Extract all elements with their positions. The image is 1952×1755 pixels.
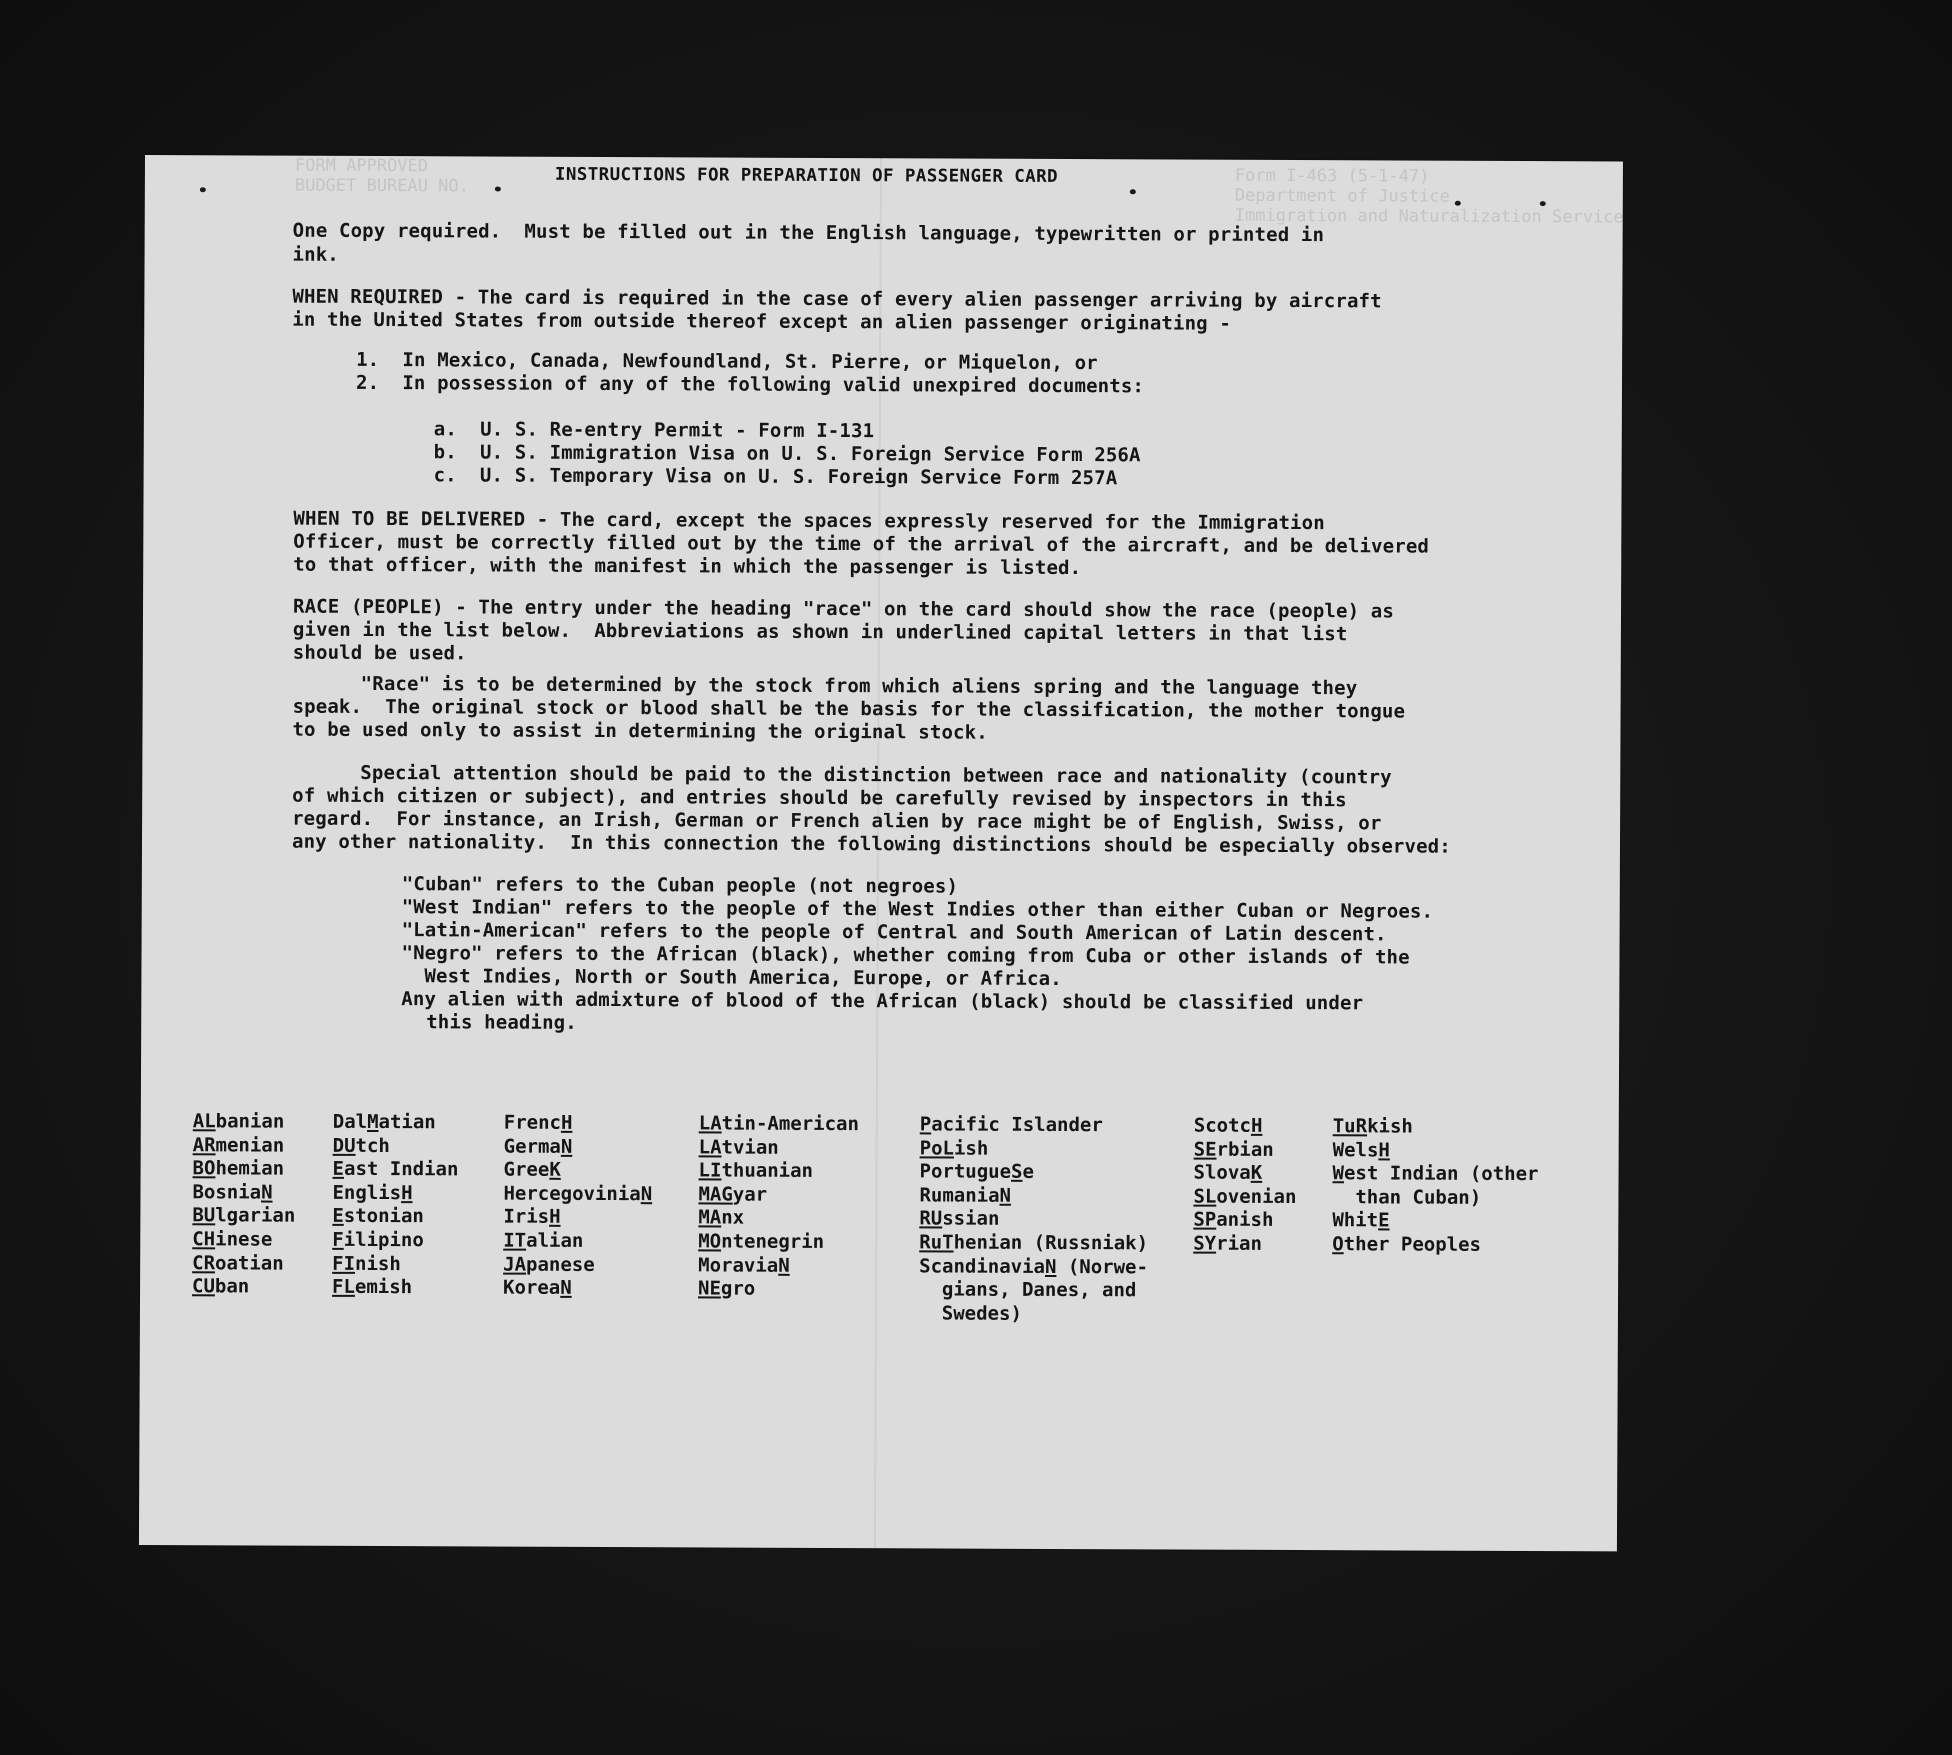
race-entry xyxy=(193,1110,296,1134)
text-line: this heading. xyxy=(426,1011,577,1034)
race-abbreviation: H xyxy=(401,1181,413,1204)
race-name-rest: thuanian xyxy=(721,1159,814,1183)
race-name-prefix: Dal xyxy=(332,1110,368,1133)
race-entry xyxy=(192,1181,295,1205)
text-line: regard. For instance, an Irish, German or French alien by race might be of English, Swiss, or xyxy=(292,807,1382,835)
race-name-suffix: than Cuban) xyxy=(1332,1185,1482,1209)
race-abbreviation: SL xyxy=(1193,1185,1217,1208)
race-entry xyxy=(1332,1186,1538,1210)
race-name-suffix: Swedes) xyxy=(918,1302,1022,1325)
race-name-suffix: (Norwe- xyxy=(1056,1255,1149,1278)
race-name-prefix: Scandinavia xyxy=(919,1254,1046,1278)
text-line: Special attention should be paid to the distinction between race and nationality (country xyxy=(360,761,1392,789)
race-name-prefix: Frenc xyxy=(503,1111,562,1134)
race-name-rest: henian (Russniak) xyxy=(953,1231,1149,1255)
race-name-rest: tvian xyxy=(721,1136,779,1159)
race-name-rest: rian xyxy=(1216,1232,1262,1255)
race-name-rest: tch xyxy=(355,1134,390,1157)
race-abbreviation: N xyxy=(778,1254,790,1277)
race-entry xyxy=(192,1275,295,1299)
race-name-rest: oatian xyxy=(215,1251,284,1275)
race-abbreviation: LA xyxy=(698,1136,722,1159)
race-abbreviation: TuR xyxy=(1332,1115,1368,1138)
race-entry xyxy=(698,1183,858,1207)
race-abbreviation: N xyxy=(1044,1255,1057,1278)
race-entry xyxy=(503,1277,652,1301)
race-name-prefix: Gree xyxy=(503,1158,550,1181)
race-entry xyxy=(699,1160,859,1184)
text-line: Officer, must be correctly filled out by the time of the arrival of the aircraft, and be delivered xyxy=(293,530,1430,558)
punch-mark xyxy=(200,187,206,192)
race-entry xyxy=(1194,1162,1297,1186)
race-abbreviation: W xyxy=(1332,1162,1345,1185)
race-name-rest: tin-American xyxy=(721,1112,859,1136)
race-abbreviation: PoL xyxy=(919,1136,955,1160)
race-abbreviation: P xyxy=(919,1113,932,1136)
race-name-suffix: atian xyxy=(378,1111,436,1134)
text-line: of which citizen or subject), and entries should be carefully revised by inspectors in this xyxy=(292,784,1347,812)
race-entry xyxy=(1193,1233,1296,1257)
race-abbreviation: SY xyxy=(1193,1232,1217,1255)
race-entry xyxy=(1333,1162,1539,1186)
race-abbreviation: BU xyxy=(192,1204,216,1227)
race-name-rest: rbian xyxy=(1216,1138,1274,1161)
race-name-prefix: Scotc xyxy=(1193,1114,1252,1137)
race-name-rest: anish xyxy=(1216,1209,1274,1232)
race-entry xyxy=(698,1254,858,1278)
race-entry xyxy=(192,1252,295,1276)
race-entry xyxy=(333,1134,459,1158)
race-entry xyxy=(504,1159,653,1183)
race-name-prefix: Korea xyxy=(503,1276,561,1299)
text-line: in the United States from outside thereof except an alien passenger originating - xyxy=(292,308,1232,335)
race-abbreviation: K xyxy=(1250,1162,1263,1185)
race-name-rest: alian xyxy=(526,1229,584,1252)
race-entry xyxy=(504,1112,653,1136)
race-entry xyxy=(919,1302,1148,1327)
race-entry xyxy=(698,1278,858,1302)
text-line: to that officer, with the manifest in which the passenger is listed. xyxy=(293,553,1082,580)
race-name-rest: ast Indian xyxy=(343,1158,459,1181)
race-abbreviation: FI xyxy=(332,1252,356,1275)
race-name-rest: banian xyxy=(215,1110,285,1133)
race-name-prefix: Rumania xyxy=(919,1184,1000,1207)
race-name-prefix: Slova xyxy=(1193,1161,1251,1185)
race-entry xyxy=(193,1134,296,1158)
race-entry xyxy=(919,1184,1148,1209)
text-line: c. U. S. Temporary Visa on U. S. Foreign Service Form 257A xyxy=(433,464,1118,490)
race-name-prefix: Portugue xyxy=(919,1160,1012,1183)
race-abbreviation: AR xyxy=(192,1133,216,1156)
punch-mark xyxy=(1455,201,1461,206)
text-line: "Race" is to be determined by the stock from which aliens spring and the language they xyxy=(360,672,1358,700)
race-column xyxy=(503,1112,653,1301)
race-name-rest: ban xyxy=(214,1275,250,1298)
race-entry xyxy=(1333,1115,1539,1139)
race-abbreviation: DU xyxy=(332,1134,356,1157)
text-line: any other nationality. In this connection the following distinctions should be especially observed: xyxy=(291,830,1451,858)
race-column xyxy=(1193,1115,1297,1257)
race-name-rest: lgarian xyxy=(215,1204,296,1228)
race-name-rest: menian xyxy=(215,1133,285,1157)
bleed-through-text: Form I-463 (5-1-47) xyxy=(1234,165,1430,187)
race-entry xyxy=(699,1112,859,1136)
race-column xyxy=(698,1112,859,1301)
race-abbreviation: CH xyxy=(192,1228,216,1251)
race-name-rest: emish xyxy=(354,1276,413,1299)
race-name-rest: nx xyxy=(721,1206,745,1229)
text-line: "Negro" refers to the African (black), whether coming from Cuba or other islands of the xyxy=(401,942,1410,969)
race-column xyxy=(332,1111,459,1300)
race-abbreviation: H xyxy=(1378,1138,1390,1162)
race-abbreviation: CR xyxy=(192,1251,216,1274)
bleed-through-text: BUDGET BUREAU NO. xyxy=(294,175,469,197)
race-abbreviation: N xyxy=(640,1182,653,1206)
race-name-rest: ssian xyxy=(942,1207,1000,1231)
race-abbreviation: S xyxy=(1011,1160,1023,1184)
text-line: "Latin-American" refers to the people of Central and South American of Latin descent. xyxy=(401,919,1387,946)
race-name-rest: kish xyxy=(1367,1115,1413,1138)
race-name-rest: hemian xyxy=(215,1157,285,1180)
race-entry xyxy=(1194,1115,1297,1139)
bleed-through-text: Immigration and Naturalization Service xyxy=(1234,205,1624,228)
race-abbreviation: M xyxy=(367,1110,379,1134)
race-entry xyxy=(1332,1233,1538,1257)
race-name-rest: ovenian xyxy=(1216,1185,1297,1208)
race-abbreviation: SP xyxy=(1193,1208,1217,1232)
text-line: 1. In Mexico, Canada, Newfoundland, St. Pierre, or Miquelon, or xyxy=(356,348,1098,375)
race-column xyxy=(1332,1115,1539,1257)
race-abbreviation: LA xyxy=(698,1112,722,1135)
race-entry xyxy=(332,1252,458,1276)
race-name-prefix: Iris xyxy=(503,1205,550,1229)
race-abbreviation: IT xyxy=(503,1229,527,1252)
race-abbreviation: N xyxy=(560,1276,572,1300)
text-line: One Copy required. Must be filled out in the English language, typewritten or printed in xyxy=(292,219,1325,247)
race-entry xyxy=(332,1205,458,1229)
race-abbreviation: JA xyxy=(503,1253,527,1276)
race-abbreviation: F xyxy=(332,1228,344,1251)
race-entry xyxy=(333,1158,459,1182)
race-name-rest: ish xyxy=(953,1137,989,1160)
race-name-rest: nish xyxy=(355,1252,401,1275)
race-name-prefix: Wels xyxy=(1332,1138,1379,1161)
race-name-rest: ther Peoples xyxy=(1343,1233,1482,1256)
race-entry xyxy=(1193,1209,1296,1233)
race-abbreviation: E xyxy=(332,1158,345,1181)
race-name-prefix: Bosnia xyxy=(192,1180,262,1204)
race-name-rest: panese xyxy=(526,1253,595,1276)
race-abbreviation: SE xyxy=(1193,1138,1217,1161)
race-name-prefix: Moravia xyxy=(698,1253,779,1277)
race-entry xyxy=(1194,1138,1297,1162)
document-page xyxy=(139,155,1623,1551)
race-name-rest: est Indian (other xyxy=(1343,1162,1539,1186)
race-name-suffix: gians, Danes, and xyxy=(919,1278,1137,1302)
race-entry xyxy=(919,1231,1148,1256)
text-line: to be used only to assist in determining the original stock. xyxy=(292,718,988,744)
race-list xyxy=(140,1110,1619,1326)
text-line: given in the list below. Abbreviations as shown in underlined capital letters in that list xyxy=(292,618,1348,646)
race-abbreviation: RuT xyxy=(919,1231,954,1254)
race-abbreviation: H xyxy=(549,1206,561,1229)
race-abbreviation: NE xyxy=(698,1277,721,1300)
race-entry xyxy=(332,1276,458,1300)
bleed-through-text: Department of Justice xyxy=(1234,185,1450,207)
race-abbreviation: N xyxy=(261,1181,273,1204)
text-line: "Cuban" refers to the Cuban people (not negroes) xyxy=(401,873,959,898)
text-line: Any alien with admixture of blood of the African (black) should be classified under xyxy=(401,988,1364,1015)
race-entry xyxy=(920,1161,1149,1186)
bleed-through-text: FORM APPROVED xyxy=(294,155,429,177)
race-name-prefix: Germa xyxy=(503,1135,561,1158)
document-title: INSTRUCTIONS FOR PREPARATION OF PASSENGER CARD xyxy=(554,164,1059,187)
race-name-suffix: e xyxy=(1022,1161,1035,1184)
race-entry xyxy=(920,1113,1149,1138)
punch-mark xyxy=(495,187,501,192)
text-line: 2. In possession of any of the following valid unexpired documents: xyxy=(355,371,1145,398)
text-line: should be used. xyxy=(292,641,467,665)
race-abbreviation: MAG xyxy=(698,1183,733,1206)
text-line: ink. xyxy=(292,243,339,266)
race-entry xyxy=(192,1228,295,1252)
race-entry xyxy=(332,1182,458,1206)
race-abbreviation: CU xyxy=(192,1275,216,1298)
race-entry xyxy=(1193,1185,1296,1209)
text-line: speak. The original stock or blood shall be the basis for the classification, the mother tongue xyxy=(292,695,1406,723)
race-name-prefix: Hercegovinia xyxy=(503,1182,641,1205)
race-abbreviation: BO xyxy=(192,1157,216,1180)
race-entry xyxy=(919,1208,1148,1233)
race-column xyxy=(919,1113,1149,1326)
race-entry xyxy=(920,1137,1149,1162)
race-entry xyxy=(503,1206,652,1230)
text-line: WHEN TO BE DELIVERED - The card, except the spaces expressly reserved for the Immigration xyxy=(293,507,1325,535)
race-entry xyxy=(1332,1210,1538,1234)
race-abbreviation: MA xyxy=(698,1206,722,1229)
race-abbreviation: E xyxy=(1378,1209,1390,1232)
race-entry xyxy=(919,1255,1148,1280)
race-abbreviation: H xyxy=(1250,1114,1263,1137)
race-entry xyxy=(333,1111,459,1135)
text-line: b. U. S. Immigration Visa on U. S. Foreign Service Form 256A xyxy=(433,441,1141,467)
race-entry xyxy=(192,1205,295,1229)
race-entry xyxy=(193,1157,296,1181)
punch-mark xyxy=(1540,201,1546,206)
race-abbreviation: AL xyxy=(192,1110,216,1133)
race-name-prefix: Whit xyxy=(1332,1209,1379,1232)
text-line: "West Indian" refers to the people of the West Indies other than either Cuban or Negroes. xyxy=(401,896,1434,923)
race-abbreviation: LI xyxy=(698,1159,722,1182)
race-abbreviation: FL xyxy=(332,1275,356,1299)
race-abbreviation: O xyxy=(1332,1233,1344,1256)
race-abbreviation: N xyxy=(560,1135,573,1158)
race-name-prefix: Englis xyxy=(332,1181,402,1204)
race-name-rest: inese xyxy=(215,1228,273,1251)
race-name-rest: ilipino xyxy=(343,1228,424,1252)
race-name-rest: yar xyxy=(732,1183,768,1206)
race-entry xyxy=(698,1230,858,1254)
text-line: RACE (PEOPLE) - The entry under the heading "race" on the card should show the race (people) as xyxy=(292,595,1395,623)
race-entry xyxy=(1333,1139,1539,1163)
race-abbreviation: MO xyxy=(698,1230,722,1253)
race-abbreviation: H xyxy=(560,1111,573,1134)
text-line: WHEN REQUIRED - The card is required in the case of every alien passenger arriving by aircraft xyxy=(292,285,1382,313)
race-column xyxy=(192,1110,296,1299)
race-name-rest: gro xyxy=(720,1277,756,1300)
race-name-rest: acific Islander xyxy=(931,1113,1103,1137)
race-entry xyxy=(503,1253,652,1277)
race-entry xyxy=(919,1279,1148,1304)
race-entry xyxy=(504,1135,653,1159)
punch-mark xyxy=(1130,189,1136,194)
race-abbreviation: E xyxy=(332,1205,344,1228)
race-abbreviation: N xyxy=(999,1184,1012,1207)
race-entry xyxy=(699,1136,859,1160)
race-abbreviation: RU xyxy=(919,1207,943,1230)
text-line: West Indies, North or South America, Europe, or Africa. xyxy=(424,965,1062,991)
race-name-rest: stonian xyxy=(343,1205,424,1228)
race-abbreviation: K xyxy=(549,1158,561,1182)
race-entry xyxy=(332,1229,458,1253)
race-entry xyxy=(503,1230,652,1254)
text-line: a. U. S. Re-entry Permit - Form I-131 xyxy=(433,418,875,443)
race-entry xyxy=(503,1182,652,1206)
race-entry xyxy=(698,1207,858,1231)
race-name-rest: ntenegrin xyxy=(721,1230,825,1253)
